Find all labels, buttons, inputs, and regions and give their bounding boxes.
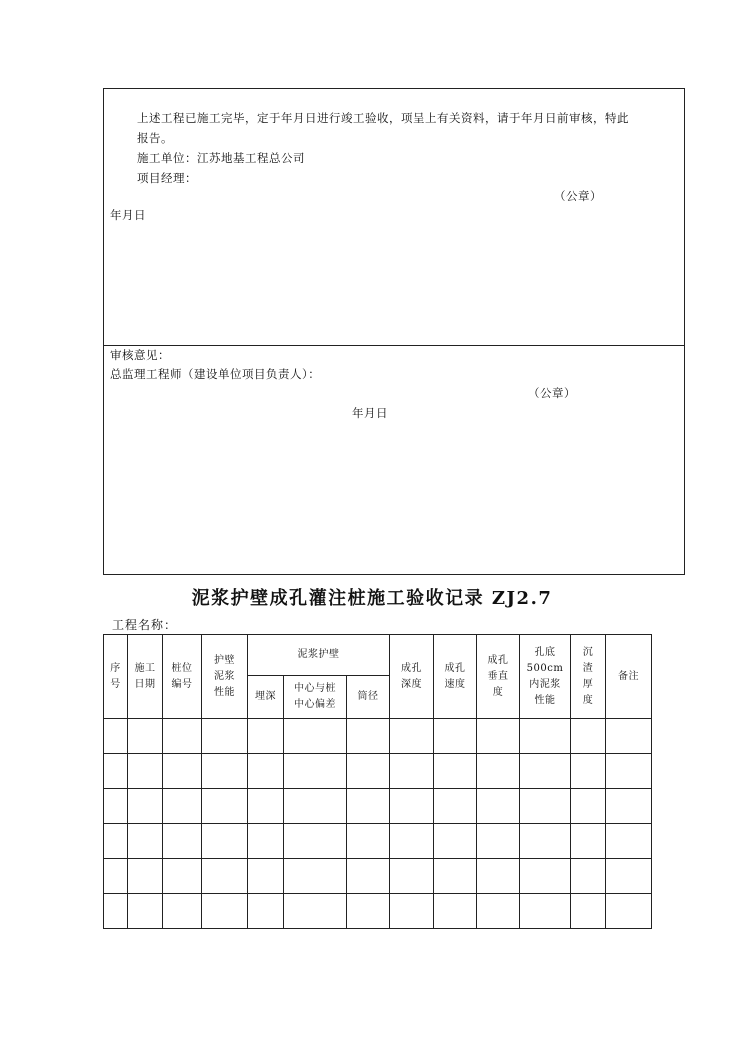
project-manager: 项目经理： <box>137 171 197 185</box>
table-cell[interactable] <box>434 894 477 929</box>
table-cell[interactable] <box>128 824 163 859</box>
table-cell[interactable] <box>571 789 606 824</box>
table-cell[interactable] <box>128 894 163 929</box>
table-cell[interactable] <box>477 754 520 789</box>
table-cell[interactable] <box>606 719 652 754</box>
table-cell[interactable] <box>477 859 520 894</box>
acceptance-record-table <box>103 634 652 929</box>
table-cell[interactable] <box>434 824 477 859</box>
table-cell[interactable] <box>284 824 347 859</box>
table-cell[interactable] <box>571 894 606 929</box>
table-cell[interactable] <box>284 894 347 929</box>
table-row <box>104 789 652 824</box>
table-cell[interactable] <box>128 754 163 789</box>
header-bottom-mud-text: 孔底 500cm 内泥浆 性能 <box>526 646 564 706</box>
table-row <box>104 859 652 894</box>
table-cell[interactable] <box>202 894 248 929</box>
table-cell[interactable] <box>434 789 477 824</box>
table-cell[interactable] <box>248 894 284 929</box>
header-verticality-text: 成孔 垂直 度 <box>487 654 509 698</box>
table-cell[interactable] <box>606 789 652 824</box>
table-cell[interactable] <box>477 719 520 754</box>
header-depth-text: 埋深 <box>255 691 276 702</box>
table-cell[interactable] <box>520 859 571 894</box>
table-cell[interactable] <box>163 894 202 929</box>
report-date: 年月日 <box>110 208 146 222</box>
table-cell[interactable] <box>163 719 202 754</box>
table-cell[interactable] <box>248 719 284 754</box>
table-cell[interactable] <box>520 719 571 754</box>
table-cell[interactable] <box>571 754 606 789</box>
review-seal: （公章） <box>528 386 576 400</box>
table-cell[interactable] <box>606 754 652 789</box>
table-cell[interactable] <box>390 754 434 789</box>
table-cell[interactable] <box>248 789 284 824</box>
table-cell[interactable] <box>477 894 520 929</box>
table-cell[interactable] <box>477 824 520 859</box>
table-cell[interactable] <box>128 789 163 824</box>
table-cell[interactable] <box>128 859 163 894</box>
header-date-text: 施工 日期 <box>134 662 156 690</box>
header-mud-perf <box>202 635 248 719</box>
header-mud-wall <box>248 635 390 676</box>
table-cell[interactable] <box>163 754 202 789</box>
table-cell[interactable] <box>347 894 390 929</box>
review-box <box>103 345 685 575</box>
header-offset <box>284 676 347 719</box>
table-cell[interactable] <box>571 824 606 859</box>
table-cell[interactable] <box>104 859 128 894</box>
table-cell[interactable] <box>202 859 248 894</box>
table-cell[interactable] <box>390 789 434 824</box>
report-line-2: 报告。 <box>137 131 173 145</box>
header-verticality <box>477 635 520 719</box>
header-mud-perf-text: 护壁 泥浆 性能 <box>214 654 235 698</box>
table-cell[interactable] <box>390 824 434 859</box>
table-cell[interactable] <box>606 894 652 929</box>
table-cell[interactable] <box>163 859 202 894</box>
table-cell[interactable] <box>284 754 347 789</box>
header-mud-wall-text: 泥浆护壁 <box>297 649 340 660</box>
table-cell[interactable] <box>571 859 606 894</box>
header-bottom-mud <box>520 635 571 719</box>
header-offset-text: 中心与桩 中心偏差 <box>294 683 336 710</box>
header-sediment-text: 沉 渣 厚 度 <box>582 646 594 706</box>
table-cell[interactable] <box>347 789 390 824</box>
table-cell[interactable] <box>104 824 128 859</box>
table-cell[interactable] <box>434 859 477 894</box>
header-pile-no <box>163 635 202 719</box>
table-cell[interactable] <box>104 894 128 929</box>
table-cell[interactable] <box>202 789 248 824</box>
table-cell[interactable] <box>390 719 434 754</box>
construction-unit: 施工单位：江苏地基工程总公司 <box>137 151 305 165</box>
table-row <box>104 824 652 859</box>
table-cell[interactable] <box>104 754 128 789</box>
table-cell[interactable] <box>163 789 202 824</box>
header-seq-text: 序 号 <box>110 662 121 690</box>
table-row <box>104 719 652 754</box>
report-box <box>103 88 685 346</box>
table-cell[interactable] <box>347 719 390 754</box>
review-date: 年月日 <box>352 406 388 420</box>
table-cell[interactable] <box>104 719 128 754</box>
table-cell[interactable] <box>347 824 390 859</box>
table-cell[interactable] <box>202 754 248 789</box>
table-cell[interactable] <box>520 824 571 859</box>
table-cell[interactable] <box>248 859 284 894</box>
header-depth <box>248 676 284 719</box>
table-cell[interactable] <box>248 754 284 789</box>
table-row <box>104 894 652 929</box>
table-cell[interactable] <box>434 719 477 754</box>
header-casing <box>347 676 390 719</box>
table-cell[interactable] <box>202 719 248 754</box>
table-cell[interactable] <box>284 789 347 824</box>
report-line-1: 上述工程已施工完毕，定于年月日进行竣工验收，项呈上有关资料，请于年月日前审核，特此 <box>137 111 629 125</box>
header-seq <box>104 635 128 719</box>
table-cell[interactable] <box>520 789 571 824</box>
table-cell[interactable] <box>163 824 202 859</box>
table-cell[interactable] <box>434 754 477 789</box>
table-cell[interactable] <box>202 824 248 859</box>
record-title: 泥浆护壁成孔灌注桩施工验收记录 ZJ2.7 <box>191 588 553 609</box>
table-cell[interactable] <box>128 719 163 754</box>
table-row <box>104 754 652 789</box>
table-cell[interactable] <box>284 859 347 894</box>
table-cell[interactable] <box>477 789 520 824</box>
header-hole-speed-text: 成孔 速度 <box>444 662 466 690</box>
table-cell[interactable] <box>390 894 434 929</box>
header-sediment <box>571 635 606 719</box>
table-cell[interactable] <box>390 859 434 894</box>
table-cell[interactable] <box>606 824 652 859</box>
table-cell[interactable] <box>104 789 128 824</box>
header-casing-text: 筒径 <box>357 691 379 702</box>
header-remark <box>606 635 652 719</box>
table-cell[interactable] <box>347 754 390 789</box>
table-cell[interactable] <box>606 859 652 894</box>
table-cell[interactable] <box>520 754 571 789</box>
header-hole-speed <box>434 635 477 719</box>
table-cell[interactable] <box>520 894 571 929</box>
table-cell[interactable] <box>347 859 390 894</box>
project-name-label: 工程名称： <box>112 618 178 632</box>
report-seal: （公章） <box>554 189 602 203</box>
table-cell[interactable] <box>248 824 284 859</box>
header-hole-depth-text: 成孔 深度 <box>401 662 423 690</box>
header-remark-text: 备注 <box>618 670 640 682</box>
table-cell[interactable] <box>284 719 347 754</box>
header-hole-depth <box>390 635 434 719</box>
chief-engineer: 总监理工程师（建设单位项目负责人）： <box>110 367 321 381</box>
table-cell[interactable] <box>571 719 606 754</box>
header-date <box>128 635 163 719</box>
review-opinion: 审核意见： <box>110 348 170 362</box>
header-pile-no-text: 桩位 编号 <box>171 662 193 690</box>
